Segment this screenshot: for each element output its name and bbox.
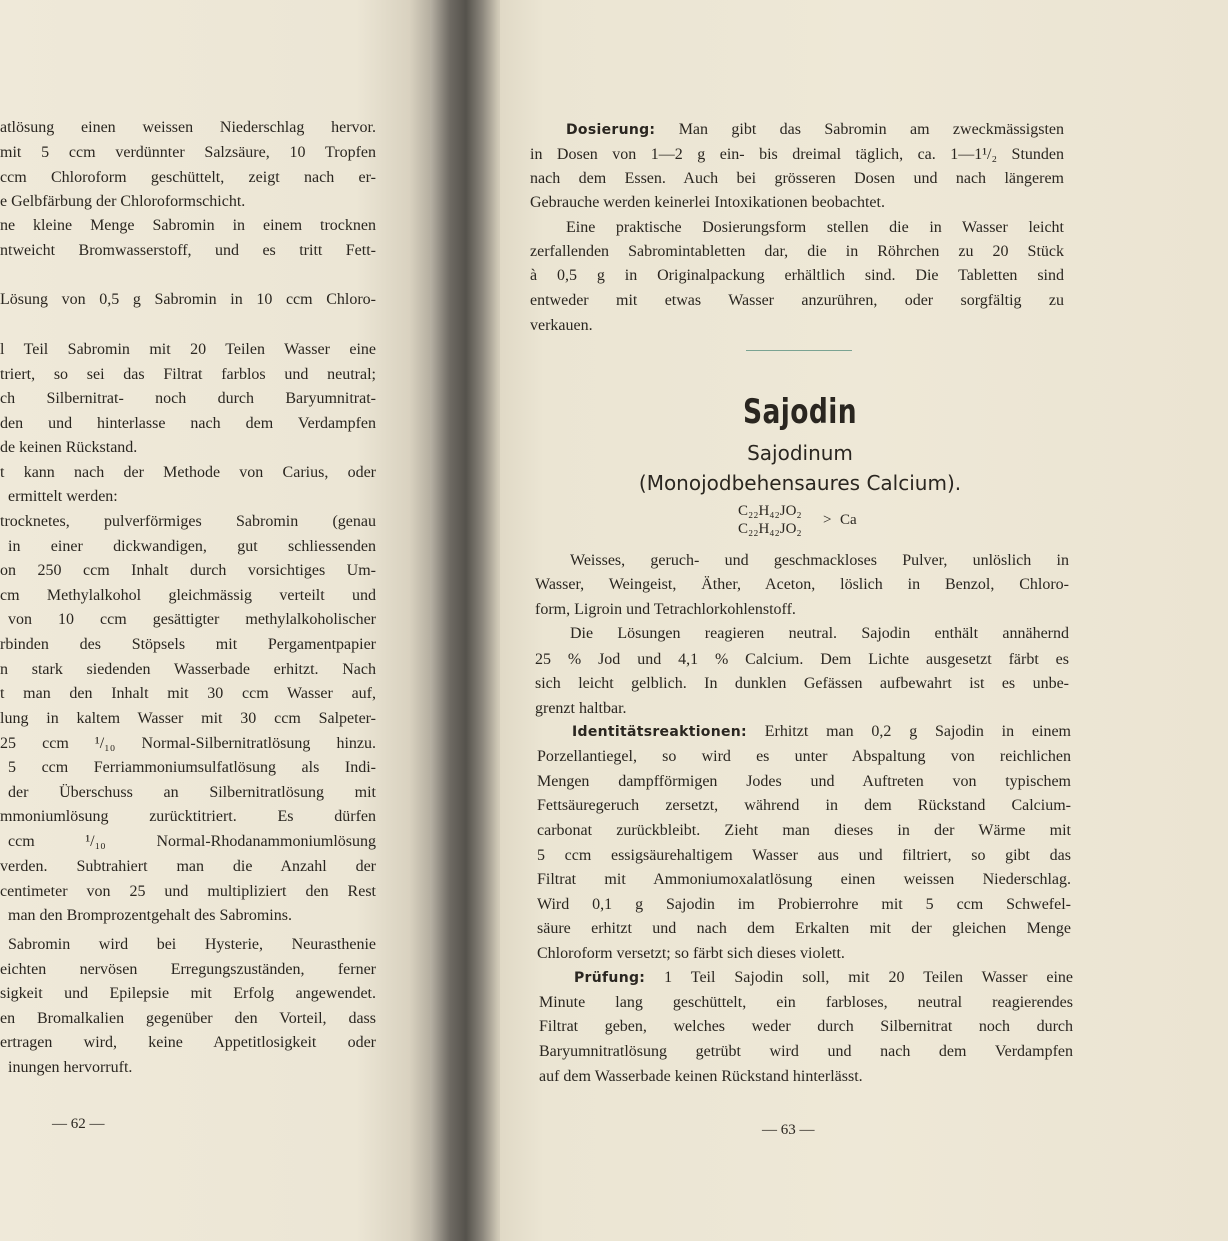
text-line: Wird 0,1 g Sajodin im Probierrohre mit 5 ccm Schwefel- (537, 896, 1071, 913)
text-line: t kann nach der Methode von Carius, oder (0, 464, 376, 481)
text-line: carbonat zurückbleibt. Zieht man dieses in der Wärme mit (537, 822, 1071, 839)
text-line: e Gelbfärbung der Chloroformschicht. (0, 193, 246, 210)
text-line: ermittelt werden: (8, 488, 118, 505)
text-line: mmoniumlösung zurücktitriert. Es dürfen (0, 808, 376, 825)
text-line: t man den Inhalt mit 30 ccm Wasser auf, (0, 685, 376, 702)
text-line: in Dosen von 1—2 g ein- bis dreimal täglich, ca. 1—1¹/₂ Stunden (530, 146, 1064, 163)
text-line (574, 968, 1073, 988)
text-line: inungen hervorruft. (8, 1059, 133, 1076)
text-line: Chloroform versetzt; so färbt sich dieses violett. (537, 945, 845, 962)
text-run: 1 Teil Sajodin soll, mit 20 Teilen Wasser eine (645, 969, 1073, 986)
text-line: Baryumnitratlösung getrübt wird und nach dem Verdampfen (539, 1043, 1073, 1060)
text-line: lung in kaltem Wasser mit 30 ccm Salpeter- (0, 710, 376, 727)
text-line: verden. Subtrahiert man die Anzahl der (0, 858, 376, 875)
text-line: Porzellantiegel, so wird es unter Abspaltung von reichlichen (537, 748, 1071, 765)
section-label: Dosierung: (566, 122, 656, 138)
text-line: on 250 ccm Inhalt durch vorsichtiges Um- (0, 562, 376, 579)
text-line: ccm ¹/₁₀ Normal-Rhodanammoniumlösung (8, 833, 376, 850)
text-line: von 10 ccm gesättigter methylalkoholischer (8, 611, 376, 628)
text-line: ntweicht Bromwasserstoff, und es tritt Fett- (0, 242, 376, 259)
text-line: Eine praktische Dosierungsform stellen die in Wasser leicht (566, 219, 1064, 236)
text-line: Weisses, geruch- und geschmackloses Pulver, unlöslich in (570, 552, 1069, 569)
text-line: entweder mit etwas Wasser anzurühren, oder sorgfältig zu (530, 292, 1064, 309)
text-line: en Bromalkalien gegenüber den Vorteil, dass (0, 1010, 376, 1027)
text-line: à 0,5 g in Originalpackung erhältlich sind. Die Tabletten sind (530, 267, 1064, 284)
page-number-right: — 63 — (762, 1122, 815, 1138)
text-line: Lösung von 0,5 g Sabromin in 10 ccm Chloro- (0, 291, 376, 308)
formula-bond: > (823, 512, 832, 528)
text-line: der Überschuss an Silbernitratlösung mit (8, 784, 376, 801)
formula-metal: Ca (840, 512, 857, 528)
left-page (0, 0, 445, 1241)
section-label: Identitätsreaktionen: (572, 724, 747, 740)
section-label: Prüfung: (574, 970, 646, 986)
structural-formula (738, 503, 868, 543)
text-line: de keinen Rückstand. (0, 439, 138, 456)
text-line: ch Silbernitrat- noch durch Baryumnitrat- (0, 390, 376, 407)
text-line: man den Bromprozentgehalt des Sabromins. (8, 907, 292, 924)
text-line: in einer dickwandigen, gut schliessenden (8, 538, 376, 555)
text-line: 5 ccm Ferriammoniumsulfatlösung als Indi- (8, 759, 376, 776)
text-line: l Teil Sabromin mit 20 Teilen Wasser eine (0, 341, 376, 358)
text-line: Die Lösungen reagieren neutral. Sajodin enthält annähernd (570, 625, 1069, 642)
text-run: Man gibt das Sabromin am zweckmässigsten (655, 121, 1064, 138)
text-line: eichten nervösen Erregungszuständen, ferner (0, 961, 376, 978)
text-line: Sabromin wird bei Hysterie, Neurasthenie (8, 936, 376, 953)
text-line: triert, so sei das Filtrat farblos und neutral; (0, 366, 376, 383)
text-line: 25 % Jod und 4,1 % Calcium. Dem Lichte ausgesetzt färbt es (535, 651, 1069, 668)
text-line (566, 120, 1064, 140)
text-line: n stark siedenden Wasserbade erhitzt. Nach (0, 661, 376, 678)
text-line: ne kleine Menge Sabromin in einem trocknen (0, 217, 376, 234)
text-line: atlösung einen weissen Niederschlag hervor. (0, 119, 376, 136)
text-line: 25 ccm ¹/₁₀ Normal-Silbernitratlösung hinzu. (0, 735, 376, 752)
text-line: grenzt haltbar. (535, 700, 627, 717)
text-line: ccm Chloroform geschüttelt, zeigt nach er- (0, 169, 376, 186)
text-line: den und hinterlasse nach dem Verdampfen (0, 415, 376, 432)
text-line: sich leicht gelblich. In dunklen Gefässen aufbewahrt ist es unbe- (535, 675, 1069, 692)
text-line: form, Ligroin und Tetrachlorkohlenstoff. (535, 601, 796, 618)
latin-name: Sajodinum (747, 441, 853, 465)
text-line: zerfallenden Sabromintabletten dar, die in Röhrchen zu 20 Stück (530, 243, 1064, 260)
text-line: mit 5 ccm verdünnter Salzsäure, 10 Tropfen (0, 144, 376, 161)
text-line: säure erhitzt und nach dem Erkalten mit der gleichen Menge (537, 920, 1071, 937)
chemical-name: (Monojodbehensaures Calcium). (638, 471, 962, 495)
text-line (572, 722, 1071, 742)
text-line: verkauen. (530, 317, 593, 334)
text-line: nach dem Essen. Auch bei grösseren Dosen und nach längerem (530, 170, 1064, 187)
book-gutter (430, 0, 510, 1241)
text-line: Minute lang geschüttelt, ein farbloses, neutral reagierendes (539, 994, 1073, 1011)
text-line: centimeter von 25 und multipliziert den Rest (0, 883, 376, 900)
text-line: Filtrat mit Ammoniumoxalatlösung einen weissen Niederschlag. (537, 871, 1071, 888)
text-line: rbinden des Stöpsels mit Pergamentpapier (0, 636, 376, 653)
text-line: 5 ccm essigsäurehaltigem Wasser aus und filtriert, so gibt das (537, 847, 1071, 864)
text-line: Mengen dampfförmigen Jodes und Auftreten von typischem (537, 773, 1071, 790)
page-number-left: — 62 — (52, 1116, 105, 1132)
text-line: trocknetes, pulverförmiges Sabromin (genau (0, 513, 376, 530)
text-line: Gebrauche werden keinerlei Intoxikationen beobachtet. (530, 194, 885, 211)
monograph-title: Sajodin (742, 392, 857, 432)
formula-line-1: C₂₂H₄₂JO₂ (738, 503, 802, 519)
text-line: auf dem Wasserbade keinen Rückstand hinterlässt. (539, 1068, 863, 1085)
text-line: Filtrat geben, welches weder durch Silbernitrat noch durch (539, 1018, 1073, 1035)
text-line: cm Methylalkohol gleichmässig verteilt und (0, 587, 376, 604)
right-page (500, 0, 1228, 1241)
text-line: Fettsäuregeruch zersetzt, während in dem Rückstand Calcium- (537, 797, 1071, 814)
text-run: Erhitzt man 0,2 g Sajodin in einem (746, 723, 1071, 740)
text-line: sigkeit und Epilepsie mit Erfolg angewendet. (0, 985, 376, 1002)
text-line: ertragen wird, keine Appetitlosigkeit oder (0, 1034, 376, 1051)
section-divider (746, 350, 852, 351)
text-line: Wasser, Weingeist, Äther, Aceton, löslich in Benzol, Chloro- (535, 576, 1069, 593)
formula-line-2: C₂₂H₄₂JO₂ (738, 521, 802, 537)
